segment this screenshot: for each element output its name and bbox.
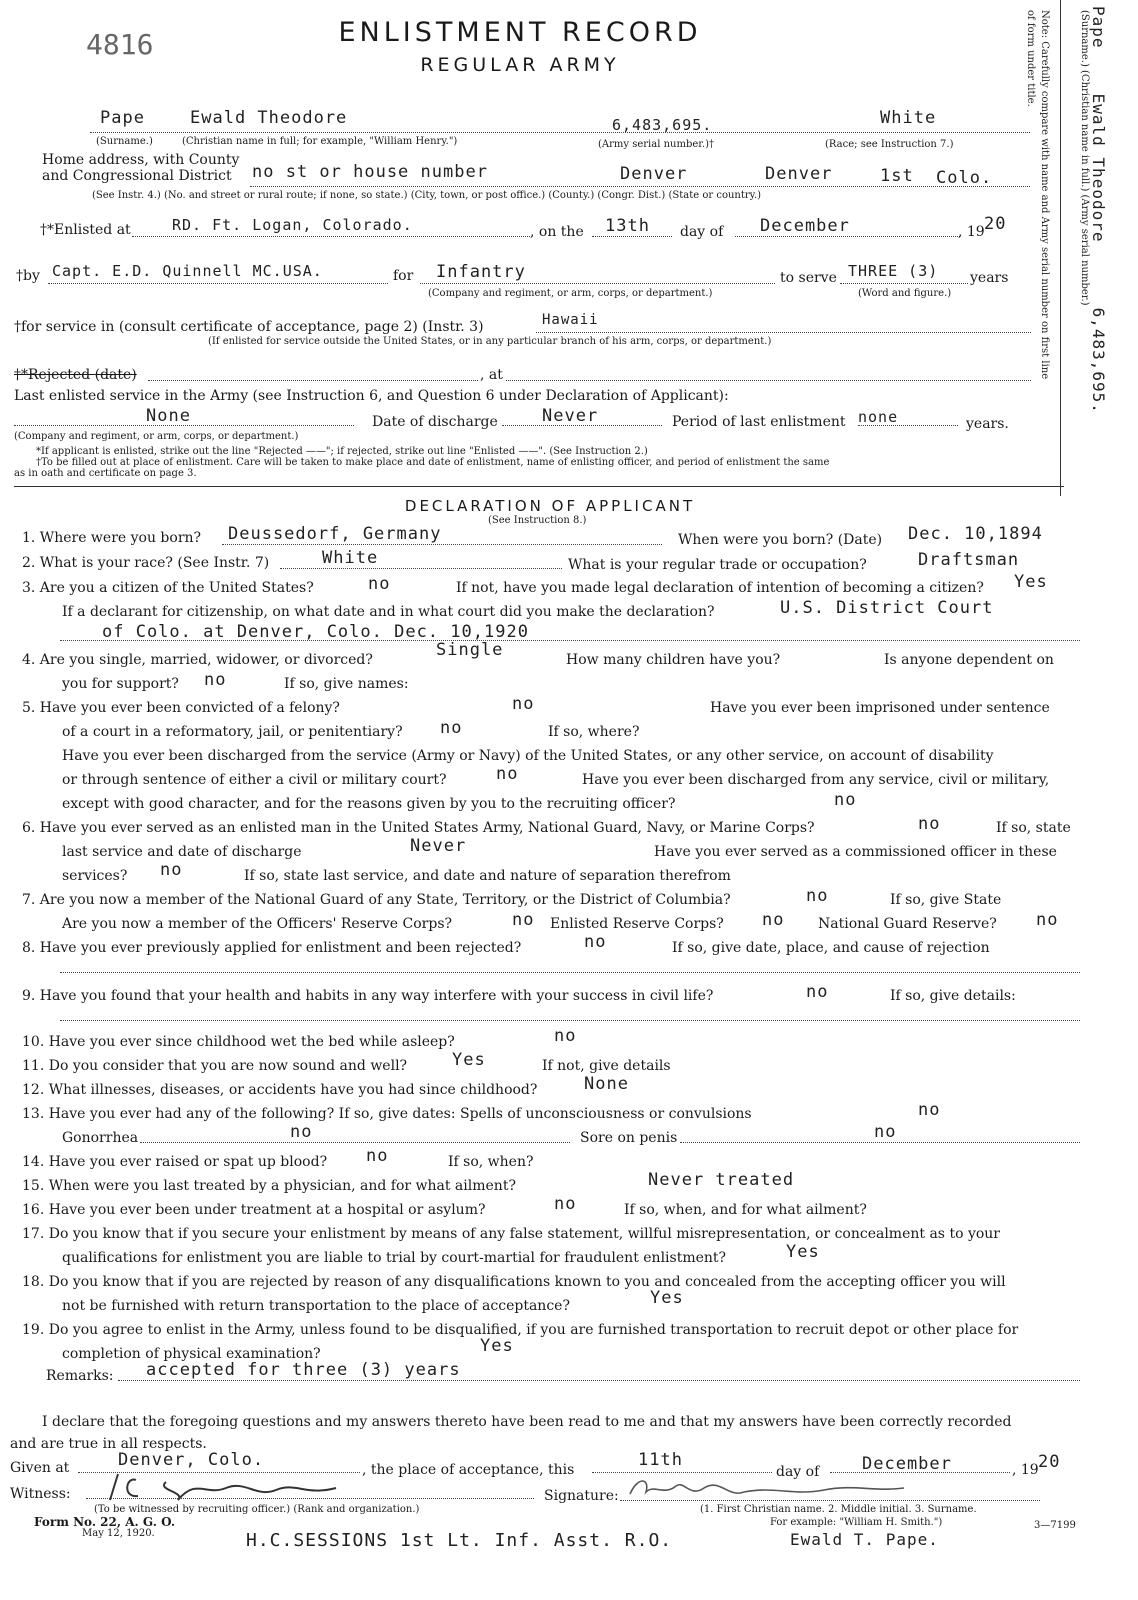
- q10-value: no: [554, 1026, 577, 1046]
- q16b-label: If so, when, and for what ailment?: [624, 1202, 867, 1218]
- discharge-value: Never: [542, 406, 599, 426]
- enlisted-at-value: RD. Ft. Logan, Colorado.: [172, 216, 413, 234]
- side-note-1: Note: Carefully compare with name and Army serial number on first line: [1039, 10, 1050, 380]
- service-value: Hawaii: [542, 312, 599, 328]
- caption-company: (Company and regiment, or arm, corps, or department.): [428, 288, 713, 299]
- q13-gonorrhea-value: no: [290, 1122, 313, 1142]
- race-value: White: [880, 108, 937, 128]
- q7-erc-value: no: [762, 910, 785, 930]
- q13c-label: Sore on penis: [580, 1130, 678, 1146]
- side-note-2: of form under title.: [1025, 10, 1036, 107]
- years-label: years: [970, 270, 1009, 286]
- by-label: †by: [16, 268, 40, 284]
- state-value: Colo.: [936, 168, 993, 188]
- caption-company-2: (Company and regiment, or arm, corps, or department.): [14, 431, 299, 442]
- q6-served-value: no: [918, 814, 941, 834]
- acceptance-month-value: December: [862, 1454, 952, 1474]
- q8b-label: If so, give date, place, and cause of rejection: [672, 940, 990, 956]
- q1-birthdate-value: Dec. 10,1894: [908, 524, 1043, 544]
- section-divider: [14, 486, 1064, 487]
- q7-ngr-value: no: [1036, 910, 1059, 930]
- given-at-value: Denver, Colo.: [118, 1450, 265, 1470]
- q13-sore-value: no: [874, 1122, 897, 1142]
- q2b-label: What is your regular trade or occupation?: [568, 557, 867, 573]
- surname-value: Pape: [100, 108, 145, 128]
- q7d-label: Enlisted Reserve Corps?: [550, 916, 724, 932]
- footnote-3: as in oath and certificate on page 3.: [14, 468, 197, 479]
- side-serial: 6,483,695.: [1089, 307, 1108, 414]
- q2-trade-value: Draftsman: [918, 550, 1020, 570]
- on-the-label: , on the: [530, 224, 584, 240]
- last-service-value: None: [146, 406, 191, 426]
- q12-label: 12. What illnesses, diseases, or accidents have you had since childhood?: [22, 1082, 538, 1098]
- q5c-label: of a court in a reformatory, jail, or penitentiary?: [62, 724, 403, 740]
- q13b-label: Gonorrhea: [62, 1130, 139, 1146]
- q12-value: None: [584, 1074, 629, 1094]
- form-number: Form No. 22, A. G. O.: [34, 1515, 176, 1529]
- q6b-label: If so, state: [996, 820, 1071, 836]
- caption-race: (Race; see Instruction 7.): [825, 139, 954, 150]
- q19b-label: completion of physical examination?: [62, 1346, 321, 1362]
- q16-value: no: [554, 1194, 577, 1214]
- q18b-label: not be furnished with return transportation to the place of acceptance?: [62, 1298, 570, 1314]
- home-label-1: Home address, with County: [42, 152, 240, 168]
- acceptance-day-value: 11th: [638, 1450, 683, 1470]
- q14-value: no: [366, 1146, 389, 1166]
- q15-value: Never treated: [648, 1170, 795, 1190]
- footnote-1: *If applicant is enlisted, strike out the line "Rejected ——"; if rejected, strike out line "Enlisted ——". (See Instruction 2.): [36, 446, 648, 457]
- declaration-text-1: I declare that the foregoing questions and my answers thereto have been read to me and that my answers have been correctly recorded: [42, 1414, 1012, 1430]
- q5g-label: Have you ever been discharged from any service, civil or military,: [582, 772, 1050, 788]
- q11-value: Yes: [452, 1050, 486, 1070]
- q7-guard-value: no: [806, 886, 829, 906]
- q7c-label: Are you now a member of the Officers' Reserve Corps?: [62, 916, 453, 932]
- enlisted-day-value: 13th: [605, 216, 650, 236]
- for-label: for: [393, 268, 414, 284]
- q17b-label: qualifications for enlistment you are liable to trial by court-martial for fraudulent enlistment?: [62, 1250, 727, 1266]
- q6c-label: last service and date of discharge: [62, 844, 302, 860]
- q5-felony-value: no: [512, 694, 535, 714]
- q5d-label: If so, where?: [548, 724, 640, 740]
- city-value: Denver: [620, 164, 688, 184]
- serial-value: 6,483,695.: [612, 116, 713, 134]
- q8-rejected-value: no: [584, 932, 607, 952]
- q5b-label: Have you ever been imprisoned under sentence: [710, 700, 1050, 716]
- applicant-typed-name: Ewald T. Pape.: [790, 1530, 939, 1549]
- caption-word: (Word and figure.): [858, 288, 952, 299]
- acceptance-year-value: 20: [1038, 1452, 1061, 1472]
- q17-label: 17. Do you know that if you secure your enlistment by means of any false statement, willful misrepresentation, or concealment as to your: [22, 1226, 1000, 1242]
- q11b-label: If not, give details: [542, 1058, 671, 1074]
- q4c-label: Is anyone dependent on: [884, 652, 1054, 668]
- declaration-subtitle: (See Instruction 8.): [488, 515, 587, 526]
- q5-imprisoned-value: no: [440, 718, 463, 738]
- q18-value: Yes: [650, 1288, 684, 1308]
- q5e-label: Have you ever been discharged from the service (Army or Navy) of the United States, or any other service, on account of disability: [62, 748, 994, 764]
- q13-spells-value: no: [918, 1100, 941, 1120]
- q13-label: 13. Have you ever had any of the following? If so, give dates: Spells of unconsciousness or convulsions: [22, 1106, 752, 1122]
- for-value: Infantry: [436, 262, 526, 282]
- q7b-label: If so, give State: [890, 892, 1002, 908]
- q5h-label: except with good character, and for the reasons given by you to the recruiting officer?: [62, 796, 676, 812]
- witness-label: Witness:: [10, 1486, 71, 1502]
- q4e-label: If so, give names:: [284, 676, 409, 692]
- years-label-2: years.: [966, 416, 1009, 432]
- q18-label: 18. Do you know that if you are rejected by reason of any disqualifications known to you and concealed from the accepting officer you will: [22, 1274, 1006, 1290]
- rejected-label: †*Rejected (date): [14, 367, 137, 383]
- form-subtitle: REGULAR ARMY: [420, 54, 620, 76]
- q5f-label: or through sentence of either a civil or military court?: [62, 772, 447, 788]
- q7-orc-value: no: [512, 910, 535, 930]
- caption-service: (If enlisted for service outside the United States, or in any particular branch of his arm, corps, or department.): [208, 336, 772, 347]
- q4-label: 4. Are you single, married, widower, or divorced?: [22, 652, 373, 668]
- q3-citizen-value: no: [368, 574, 391, 594]
- q4d-label: you for support?: [62, 676, 179, 692]
- q11-label: 11. Do you consider that you are now sound and well?: [22, 1058, 408, 1074]
- caption-surname: (Surname.): [96, 136, 153, 147]
- printer-code: 3—7199: [1034, 1520, 1076, 1531]
- stamp-number: 4816: [86, 28, 154, 61]
- q7-label: 7. Are you now a member of the National Guard of any State, Territory, or the District of Columbia?: [22, 892, 731, 908]
- q3-court-value-2: of Colo. at Denver, Colo. Dec. 10,1920: [102, 622, 529, 642]
- q3-declared-value: Yes: [1014, 572, 1048, 592]
- q19-value: Yes: [480, 1336, 514, 1356]
- form-title: ENLISTMENT RECORD: [338, 17, 702, 48]
- acceptance-day-of-label: day of: [776, 1464, 820, 1480]
- q5-label: 5. Have you ever been convicted of a felony?: [22, 700, 340, 716]
- q14b-label: If so, when?: [448, 1154, 534, 1170]
- serve-value: THREE (3): [848, 262, 939, 280]
- congr-value: 1st: [880, 166, 914, 186]
- q1b-label: When were you born? (Date): [678, 532, 883, 548]
- given-at-label: Given at: [10, 1460, 70, 1476]
- service-label: †for service in (consult certificate of acceptance, page 2) (Instr. 3): [14, 319, 484, 335]
- enlisted-year-value: 20: [984, 214, 1007, 234]
- officer-typed-name: H.C.SESSIONS 1st Lt. Inf. Asst. R.O.: [246, 1530, 673, 1551]
- q4b-label: How many children have you?: [566, 652, 781, 668]
- form-date: May 12, 1920.: [82, 1528, 155, 1539]
- day-of-label: day of: [680, 224, 724, 240]
- q6f-label: If so, state last service, and date and nature of separation therefrom: [244, 868, 731, 884]
- q9-label: 9. Have you found that your health and habits in any way interfere with your success in civil life?: [22, 988, 714, 1004]
- enlisted-label: †*Enlisted at: [40, 222, 131, 238]
- q2-label: 2. What is your race? (See Instr. 7): [22, 555, 270, 571]
- q16-label: 16. Have you ever been under treatment at a hospital or asylum?: [22, 1202, 486, 1218]
- serve-label: to serve: [780, 270, 837, 286]
- q14-label: 14. Have you ever raised or spat up blood?: [22, 1154, 328, 1170]
- caption-home: (See Instr. 4.) (No. and street or rural route; if none, so state.) (City, town, or post office.) (County.) (Congr. Dist.) (State or country.): [92, 190, 762, 201]
- declaration-text-2: and are true in all respects.: [10, 1436, 207, 1452]
- side-label: [1089, 6, 1108, 414]
- signature-label: Signature:: [544, 1488, 619, 1504]
- caption-serial: (Army serial number.)†: [598, 139, 715, 150]
- footnote-2: †To be filled out at place of enlistment. Care will be taken to make place and date of enlistment, name of enlisting officer, and period of enlistment the same: [36, 457, 830, 468]
- q3b-label: If not, have you made legal declaration of intention of becoming a citizen?: [456, 580, 984, 596]
- q5-disch-disab-value: no: [496, 764, 519, 784]
- q6-last-disch-value: Never: [410, 836, 467, 856]
- caption-christian: (Christian name in full; for example, "William Henry."): [182, 136, 458, 147]
- q7e-label: National Guard Reserve?: [818, 916, 997, 932]
- caption-example: For example: "William H. Smith."): [770, 1517, 943, 1528]
- q6d-label: Have you ever served as a commissioned officer in these: [654, 844, 1057, 860]
- q8-label: 8. Have you ever previously applied for enlistment and been rejected?: [22, 940, 522, 956]
- q6-commissioned-value: no: [160, 860, 183, 880]
- declaration-title: DECLARATION OF APPLICANT: [404, 497, 696, 515]
- q9b-label: If so, give details:: [890, 988, 1016, 1004]
- christian-name-value: Ewald Theodore: [190, 108, 348, 128]
- q3c-label: If a declarant for citizenship, on what date and in what court did you make the declaration?: [62, 604, 715, 620]
- period-label: Period of last enlistment: [672, 414, 846, 430]
- side-caption: (Surname.) (Christian name in full.) (Army serial number.): [1079, 10, 1090, 306]
- q6-label: 6. Have you ever served as an enlisted man in the United States Army, National Guard, Navy, or Marine Corps?: [22, 820, 815, 836]
- acceptance-year-prefix: , 19: [1012, 1462, 1039, 1478]
- home-label-2: and Congressional District: [42, 168, 232, 184]
- q4-marital-value: Single: [436, 640, 504, 660]
- q1-birthplace-value: Deussedorf, Germany: [228, 524, 442, 544]
- side-surname: Pape: [1089, 6, 1108, 49]
- remarks-label: Remarks:: [46, 1368, 114, 1384]
- q15-label: 15. When were you last treated by a physician, and for what ailment?: [22, 1178, 516, 1194]
- place-of-acceptance-label: , the place of acceptance, this: [362, 1462, 575, 1478]
- side-divider: [1060, 0, 1061, 496]
- q3-label: 3. Are you a citizen of the United States?: [22, 580, 314, 596]
- caption-signature: (1. First Christian name. 2. Middle initial. 3. Surname.: [700, 1504, 977, 1515]
- q10-label: 10. Have you ever since childhood wet the bed while asleep?: [22, 1034, 455, 1050]
- q17-value: Yes: [786, 1242, 820, 1262]
- caption-witness: (To be witnessed by recruiting officer.) (Rank and organization.): [94, 1504, 420, 1515]
- q9-health-value: no: [806, 982, 829, 1002]
- street-value: no st or house number: [252, 162, 488, 182]
- q6e-label: services?: [62, 868, 128, 884]
- by-value: Capt. E.D. Quinnell MC.USA.: [52, 262, 323, 280]
- side-christian: Ewald Theodore: [1089, 93, 1108, 243]
- q4-dependent-value: no: [204, 670, 227, 690]
- enlisted-month-value: December: [760, 216, 850, 236]
- rejected-at-label: , at: [480, 367, 503, 383]
- year-prefix: , 19: [958, 224, 985, 240]
- q2-race-value: White: [322, 548, 379, 568]
- q19-label: 19. Do you agree to enlist in the Army, unless found to be disqualified, if you are furnished transportation to recruit depot or other place for: [22, 1322, 1019, 1338]
- last-enlisted-label: Last enlisted service in the Army (see Instruction 6, and Question 6 under Declaration of Applicant):: [14, 388, 729, 404]
- remarks-value: accepted for three (3) years: [146, 1360, 461, 1380]
- q3-court-value-1: U.S. District Court: [780, 598, 994, 618]
- county-value: Denver: [765, 164, 833, 184]
- discharge-label: Date of discharge: [372, 414, 498, 430]
- q5-disch-other-value: no: [834, 790, 857, 810]
- q1-label: 1. Where were you born?: [22, 530, 202, 546]
- period-value: none: [858, 408, 899, 426]
